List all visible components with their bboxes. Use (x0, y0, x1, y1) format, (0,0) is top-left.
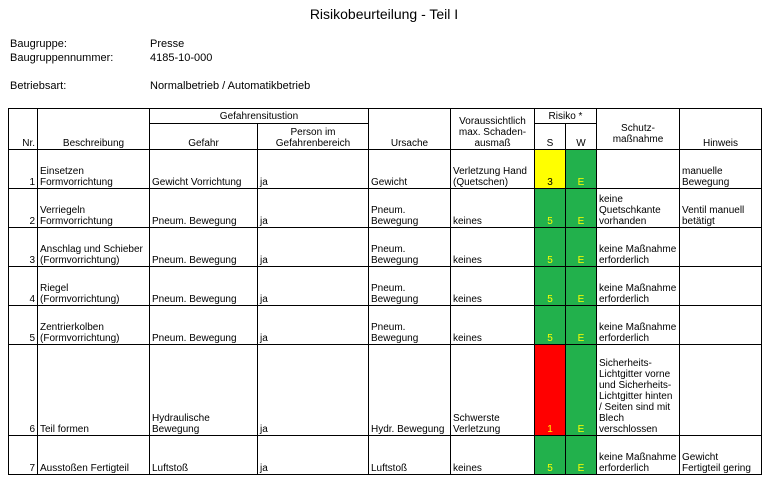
page-title: Risikobeurteilung - Teil I (309, 6, 459, 22)
meta-value: 4185-10-000 (150, 52, 213, 64)
table-row (9, 228, 762, 267)
cell-gefahr: Gewicht Vorrichtung (150, 150, 258, 189)
meta-baugruppe (10, 38, 410, 52)
cell-schutzmassnahme: keine Maßnahme erforderlich (597, 228, 680, 267)
risk-table-body (9, 150, 762, 475)
cell-ursache: Luftstoß (369, 436, 451, 475)
table-row (9, 150, 762, 189)
cell-gefahr: Pneum. Bewegung (150, 228, 258, 267)
meta-label: Baugruppennummer: (10, 52, 114, 64)
cell-risk-s: 1 (535, 345, 566, 436)
cell-hinweis: Ventil manuell betätigt (680, 189, 762, 228)
cell-beschreibung: Anschlag und Schieber (Formvorrichtung) (38, 228, 150, 267)
cell-schutzmassnahme: keine Maßnahme erforderlich (597, 267, 680, 306)
cell-person: ja (258, 267, 369, 306)
table-row (9, 267, 762, 306)
cell-person: ja (258, 228, 369, 267)
cell-gefahr: Pneum. Bewegung (150, 267, 258, 306)
table-row (9, 189, 762, 228)
cell-ursache: Pneum. Bewegung (369, 228, 451, 267)
cell-risk-s: 3 (535, 150, 566, 189)
header-hinweis: Hinweis (680, 109, 762, 150)
cell-nr: 5 (9, 306, 38, 345)
cell-beschreibung: Teil formen (38, 345, 150, 436)
header-schutzmassnahme: Schutz-maßnahme (597, 109, 680, 150)
cell-risk-s: 5 (535, 189, 566, 228)
meta-baugruppennummer (10, 52, 410, 66)
cell-person: ja (258, 345, 369, 436)
table-row (9, 306, 762, 345)
cell-schaden: Schwerste Verletzung (451, 345, 535, 436)
meta-label: Betriebsart: (10, 80, 67, 92)
header-s: S (535, 124, 566, 150)
cell-schaden: keines (451, 267, 535, 306)
header-schaden: Voraussichtlich max. Schaden-ausmaß (451, 109, 535, 150)
cell-person: ja (258, 150, 369, 189)
cell-schutzmassnahme: keine Quetschkante vorhanden (597, 189, 680, 228)
meta-betriebsart (10, 80, 410, 94)
cell-hinweis (680, 228, 762, 267)
cell-nr: 7 (9, 436, 38, 475)
cell-risk-s: 5 (535, 436, 566, 475)
cell-ursache: Pneum. Bewegung (369, 267, 451, 306)
cell-beschreibung: Zentrierkolben (Formvorrichtung) (38, 306, 150, 345)
header-w: W (566, 124, 597, 150)
cell-hinweis (680, 345, 762, 436)
meta-value: Presse (150, 38, 185, 50)
table-row (9, 436, 762, 475)
cell-risk-s: 5 (535, 267, 566, 306)
cell-schutzmassnahme (597, 150, 680, 189)
cell-schaden: Verletzung Hand (Quetschen) (451, 150, 535, 189)
cell-risk-w: E (566, 228, 597, 267)
cell-person: ja (258, 189, 369, 228)
cell-schutzmassnahme: keine Maßnahme erforderlich (597, 436, 680, 475)
cell-nr: 3 (9, 228, 38, 267)
cell-risk-w: E (566, 267, 597, 306)
header-ursache: Ursache (369, 109, 451, 150)
cell-beschreibung: Verriegeln Formvorrichtung (38, 189, 150, 228)
table-row (9, 345, 762, 436)
cell-nr: 2 (9, 189, 38, 228)
cell-gefahr: Hydraulische Bewegung (150, 345, 258, 436)
cell-schaden: keines (451, 228, 535, 267)
header-beschreibung: Beschreibung (38, 109, 150, 150)
cell-gefahr: Luftstoß (150, 436, 258, 475)
cell-risk-s: 5 (535, 228, 566, 267)
meta-value: Normalbetrieb / Automatikbetrieb (150, 80, 311, 92)
header-gefahrensituation: Gefahrensitustion (150, 109, 369, 124)
header-nr: Nr. (9, 109, 38, 150)
cell-beschreibung: Einsetzen Formvorrichtung (38, 150, 150, 189)
cell-beschreibung: Riegel (Formvorrichtung) (38, 267, 150, 306)
cell-ursache: Pneum. Bewegung (369, 306, 451, 345)
cell-person: ja (258, 306, 369, 345)
cell-risk-w: E (566, 150, 597, 189)
cell-ursache: Pneum. Bewegung (369, 189, 451, 228)
cell-risk-w: E (566, 436, 597, 475)
cell-risk-w: E (566, 306, 597, 345)
cell-nr: 1 (9, 150, 38, 189)
cell-hinweis (680, 306, 762, 345)
cell-schaden: keines (451, 189, 535, 228)
cell-ursache: Gewicht (369, 150, 451, 189)
cell-gefahr: Pneum. Bewegung (150, 189, 258, 228)
meta-label: Baugruppe: (10, 38, 67, 50)
risk-table (8, 108, 762, 475)
cell-nr: 4 (9, 267, 38, 306)
cell-schaden: keines (451, 306, 535, 345)
cell-beschreibung: Ausstoßen Fertigteil (38, 436, 150, 475)
cell-hinweis (680, 267, 762, 306)
header-risiko: Risiko * (535, 109, 597, 124)
cell-hinweis: Gewicht Fertigteil gering (680, 436, 762, 475)
cell-schutzmassnahme: Sicherheits-Lichtgitter vorne und Sicherheits-Lichtgitter hinten / Seiten sind mit Blech verschlossen (597, 345, 680, 436)
cell-risk-w: E (566, 189, 597, 228)
cell-ursache: Hydr. Bewegung (369, 345, 451, 436)
cell-risk-s: 5 (535, 306, 566, 345)
cell-person: ja (258, 436, 369, 475)
cell-hinweis: manuelle Bewegung (680, 150, 762, 189)
header-person: Person im Gefahrenbereich (258, 124, 369, 150)
cell-nr: 6 (9, 345, 38, 436)
cell-schutzmassnahme: keine Maßnahme erforderlich (597, 306, 680, 345)
header-gefahr: Gefahr (150, 124, 258, 150)
cell-schaden: keines (451, 436, 535, 475)
cell-risk-w: E (566, 345, 597, 436)
cell-gefahr: Pneum. Bewegung (150, 306, 258, 345)
